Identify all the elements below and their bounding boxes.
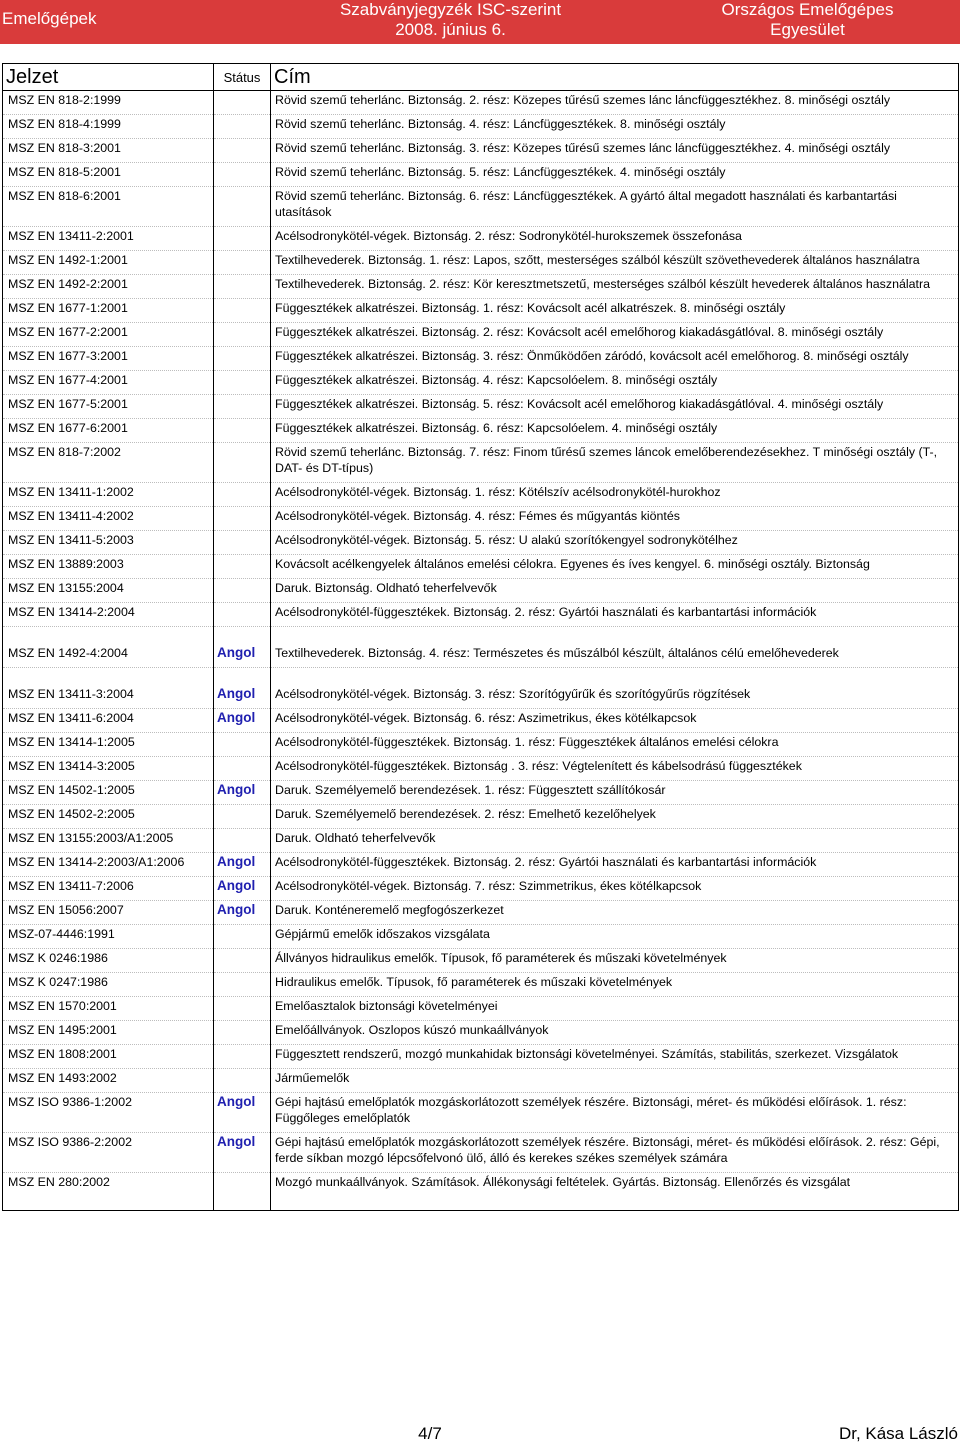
cell-title: Függesztékek alkatrészei. Biztonság. 4. rész: Kapcsolóelem. 8. minőségi osztály — [271, 371, 959, 395]
cell-title: Acélsodronykötél-függesztékek. Biztonság. 1. rész: Függesztékek általános emelési célokra — [271, 733, 959, 757]
cell-code: MSZ EN 13411-2:2001 — [3, 227, 214, 251]
cell-code: MSZ EN 15056:2007 — [3, 901, 214, 925]
cell-status — [214, 579, 271, 603]
cell-title: Daruk. Személyemelő berendezések. 1. rész: Függesztett szállítókosár — [271, 781, 959, 805]
table-row — [3, 275, 959, 299]
cell-status: Angol — [214, 1093, 271, 1133]
cell-title: Daruk. Konténeremelő megfogószerkezet — [271, 901, 959, 925]
cell-title: Rövid szemű teherlánc. Biztonság. 3. rész: Közepes tűrésű szemes lánc láncfüggesztékhez. 4. minőségi osztály — [271, 139, 959, 163]
cell-title: Acélsodronykötél-végek. Biztonság. 7. rész: Szimmetrikus, ékes kötélkapcsok — [271, 877, 959, 901]
cell-code: MSZ EN 1492-1:2001 — [3, 251, 214, 275]
table-row — [3, 419, 959, 443]
cell-code: MSZ EN 1677-6:2001 — [3, 419, 214, 443]
cell-title: Acélsodronykötél-végek. Biztonság. 1. rész: Kötélszív acélsodronykötél-hurokhoz — [271, 483, 959, 507]
cell-status — [214, 757, 271, 781]
cell-title: Acélsodronykötél-végek. Biztonság. 2. rész: Sodronykötél-hurokszemek összefonása — [271, 227, 959, 251]
cell-status — [214, 483, 271, 507]
cell-code: MSZ EN 14502-2:2005 — [3, 805, 214, 829]
cell-code: MSZ EN 1492-4:2004 — [3, 627, 214, 668]
cell-status — [214, 507, 271, 531]
cell-title: Acélsodronykötél-végek. Biztonság. 3. rész: Szorítógyűrűk és szorítógyűrűs rögzítések — [271, 668, 959, 709]
cell-code: MSZ EN 1493:2002 — [3, 1069, 214, 1093]
cell-status: Angol — [214, 709, 271, 733]
column-header-title: Cím — [271, 64, 959, 91]
cell-title: Rövid szemű teherlánc. Biztonság. 5. rész: Láncfüggesztékek. 4. minőségi osztály — [271, 163, 959, 187]
table-row — [3, 227, 959, 251]
cell-status — [214, 395, 271, 419]
cell-code: MSZ EN 1677-4:2001 — [3, 371, 214, 395]
cell-code: MSZ EN 13414-3:2005 — [3, 757, 214, 781]
table-row — [3, 1173, 959, 1211]
table-row — [3, 139, 959, 163]
cell-title: Textilhevederek. Biztonság. 1. rész: Lapos, szőtt, mesterséges szálból készült szövethevederek általános használatra — [271, 251, 959, 275]
table-row — [3, 1045, 959, 1069]
cell-title: Rövid szemű teherlánc. Biztonság. 4. rész: Láncfüggesztékek. 8. minőségi osztály — [271, 115, 959, 139]
cell-status — [214, 347, 271, 371]
cell-code: MSZ EN 13155:2004 — [3, 579, 214, 603]
cell-title: Acélsodronykötél-függesztékek. Biztonság. 2. rész: Gyártói használati és karbantartási információk — [271, 853, 959, 877]
column-header-code: Jelzet — [3, 64, 214, 91]
cell-title: Függesztett rendszerű, mozgó munkahidak biztonsági követelményei. Számítás, stabilitás, szerkezet. Vizsgálatok — [271, 1045, 959, 1069]
table-row — [3, 949, 959, 973]
cell-code: MSZ EN 1677-2:2001 — [3, 323, 214, 347]
table-row — [3, 483, 959, 507]
table-row — [3, 187, 959, 227]
table-row — [3, 901, 959, 925]
cell-status — [214, 973, 271, 997]
cell-title: Függesztékek alkatrészei. Biztonság. 6. rész: Kapcsolóelem. 4. minőségi osztály — [271, 419, 959, 443]
cell-code: MSZ EN 280:2002 — [3, 1173, 214, 1211]
header-left: Emelőgépek — [2, 9, 97, 28]
cell-code: MSZ EN 1808:2001 — [3, 1045, 214, 1069]
cell-status — [214, 251, 271, 275]
table-row — [3, 443, 959, 483]
cell-status — [214, 115, 271, 139]
cell-code: MSZ EN 1677-3:2001 — [3, 347, 214, 371]
cell-title: Gépi hajtású emelőplatók mozgáskorlátozott személyek részére. Biztonsági, méret- és működési előírások. 2. rész: Gépi, ferde síkban mozgó lépcsőfelvonó ülő, álló és kerekes székes személyek számára — [271, 1133, 959, 1173]
cell-status — [214, 949, 271, 973]
cell-status — [214, 925, 271, 949]
table-row — [3, 1093, 959, 1133]
table-row — [3, 805, 959, 829]
cell-code: MSZ EN 13414-2:2004 — [3, 603, 214, 627]
cell-title: Rövid szemű teherlánc. Biztonság. 2. rész: Közepes tűrésű szemes lánc láncfüggesztékhez. 8. minőségi osztály — [271, 91, 959, 115]
cell-status — [214, 323, 271, 347]
cell-code: MSZ EN 13155:2003/A1:2005 — [3, 829, 214, 853]
cell-title: Mozgó munkaállványok. Számítások. Állékonysági feltételek. Gyártás. Biztonság. Ellenőrzés és vizsgálat — [271, 1173, 959, 1211]
cell-title: Gépjármű emelők időszakos vizsgálata — [271, 925, 959, 949]
cell-status — [214, 603, 271, 627]
cell-status — [214, 555, 271, 579]
cell-title: Állványos hidraulikus emelők. Típusok, fő paraméterek és műszaki követelmények — [271, 949, 959, 973]
cell-title: Textilhevederek. Biztonság. 4. rész: Természetes és műszálból készült, általános célú emelőhevederek — [271, 627, 959, 668]
table-row — [3, 531, 959, 555]
cell-code: MSZ EN 1677-5:2001 — [3, 395, 214, 419]
table-row — [3, 997, 959, 1021]
table-row — [3, 973, 959, 997]
table-row — [3, 668, 959, 709]
table-row — [3, 853, 959, 877]
cell-status: Angol — [214, 853, 271, 877]
cell-code: MSZ K 0247:1986 — [3, 973, 214, 997]
table-row — [3, 1021, 959, 1045]
cell-code: MSZ EN 1492-2:2001 — [3, 275, 214, 299]
cell-code: MSZ EN 1677-1:2001 — [3, 299, 214, 323]
table-row — [3, 709, 959, 733]
standards-table — [2, 63, 959, 1211]
cell-code: MSZ K 0246:1986 — [3, 949, 214, 973]
header-center: Szabványjegyzék ISC-szerint 2008. június 6. — [339, 0, 562, 39]
cell-code: MSZ EN 818-4:1999 — [3, 115, 214, 139]
cell-code: MSZ EN 818-7:2002 — [3, 443, 214, 483]
table-row — [3, 555, 959, 579]
table-row — [3, 251, 959, 275]
table-body — [3, 91, 959, 1211]
cell-title: Acélsodronykötél-függesztékek. Biztonság . 3. rész: Végtelenített és kábelsodrású függesztékek — [271, 757, 959, 781]
table-row — [3, 371, 959, 395]
cell-status — [214, 733, 271, 757]
cell-code: MSZ-07-4446:1991 — [3, 925, 214, 949]
cell-title: Daruk. Biztonság. Oldható teherfelvevők — [271, 579, 959, 603]
cell-status — [214, 805, 271, 829]
cell-title: Rövid szemű teherlánc. Biztonság. 7. rész: Finom tűrésű szemes láncok emelőberendezésekhez. T minőségi osztály (T-, DAT- és DT-típus) — [271, 443, 959, 483]
cell-title: Gépi hajtású emelőplatók mozgáskorlátozott személyek részére. Biztonsági, méret- és működési előírások. 1. rész: Függőleges emelőplatók — [271, 1093, 959, 1133]
page-header — [0, 0, 960, 44]
cell-status — [214, 139, 271, 163]
cell-code: MSZ ISO 9386-2:2002 — [3, 1133, 214, 1173]
cell-code: MSZ EN 818-6:2001 — [3, 187, 214, 227]
table-row — [3, 781, 959, 805]
cell-code: MSZ EN 13889:2003 — [3, 555, 214, 579]
cell-title: Függesztékek alkatrészei. Biztonság. 5. rész: Kovácsolt acél emelőhorog kiakadásgátlóval. 4. minőségi osztály — [271, 395, 959, 419]
cell-code: MSZ EN 14502-1:2005 — [3, 781, 214, 805]
cell-title: Acélsodronykötél-végek. Biztonság. 5. rész: U alakú szorítókengyel sodronykötélhez — [271, 531, 959, 555]
cell-status — [214, 419, 271, 443]
table-row — [3, 91, 959, 115]
table-row — [3, 395, 959, 419]
cell-status — [214, 275, 271, 299]
cell-code: MSZ EN 13411-4:2002 — [3, 507, 214, 531]
cell-code: MSZ EN 818-3:2001 — [3, 139, 214, 163]
cell-code: MSZ EN 13411-5:2003 — [3, 531, 214, 555]
cell-status: Angol — [214, 781, 271, 805]
cell-status — [214, 1021, 271, 1045]
table-header-row — [3, 64, 959, 91]
cell-title: Textilhevederek. Biztonság. 2. rész: Kör keresztmetszetű, mesterséges szálból készült hevederek általános használatra — [271, 275, 959, 299]
table-row — [3, 1069, 959, 1093]
table-row — [3, 627, 959, 668]
cell-status — [214, 531, 271, 555]
cell-code: MSZ EN 13411-7:2006 — [3, 877, 214, 901]
cell-status — [214, 299, 271, 323]
cell-title: Függesztékek alkatrészei. Biztonság. 2. rész: Kovácsolt acél emelőhorog kiakadásgátlóval. 8. minőségi osztály — [271, 323, 959, 347]
cell-status — [214, 997, 271, 1021]
cell-status — [214, 187, 271, 227]
cell-status — [214, 829, 271, 853]
table-row — [3, 877, 959, 901]
cell-status: Angol — [214, 1133, 271, 1173]
cell-title: Emelőállványok. Oszlopos kúszó munkaállványok — [271, 1021, 959, 1045]
cell-code: MSZ ISO 9386-1:2002 — [3, 1093, 214, 1133]
table-row — [3, 733, 959, 757]
cell-status: Angol — [214, 877, 271, 901]
cell-status — [214, 1045, 271, 1069]
cell-code: MSZ EN 818-2:1999 — [3, 91, 214, 115]
cell-title: Daruk. Oldható teherfelvevők — [271, 829, 959, 853]
table-row — [3, 347, 959, 371]
cell-status — [214, 227, 271, 251]
page-number: 4/7 — [418, 1424, 442, 1443]
cell-title: Rövid szemű teherlánc. Biztonság. 6. rész: Láncfüggesztékek. A gyártó által megadott használati és karbantartási utasítások — [271, 187, 959, 227]
cell-status: Angol — [214, 901, 271, 925]
cell-code: MSZ EN 818-5:2001 — [3, 163, 214, 187]
column-header-status: Státus — [214, 64, 271, 91]
cell-code: MSZ EN 13411-3:2004 — [3, 668, 214, 709]
header-right: Országos Emelőgépes Egyesület — [721, 0, 894, 39]
cell-title: Acélsodronykötél-végek. Biztonság. 4. rész: Fémes és műgyantás kiöntés — [271, 507, 959, 531]
cell-title: Daruk. Személyemelő berendezések. 2. rész: Emelhető kezelőhelyek — [271, 805, 959, 829]
table-row — [3, 115, 959, 139]
cell-code: MSZ EN 13411-6:2004 — [3, 709, 214, 733]
cell-title: Acélsodronykötél-függesztékek. Biztonság. 2. rész: Gyártói használati és karbantartási információk — [271, 603, 959, 627]
cell-code: MSZ EN 1570:2001 — [3, 997, 214, 1021]
table-row — [3, 507, 959, 531]
table-row — [3, 603, 959, 627]
cell-status: Angol — [214, 627, 271, 668]
table-row — [3, 1133, 959, 1173]
cell-code: MSZ EN 13414-1:2005 — [3, 733, 214, 757]
cell-status — [214, 163, 271, 187]
table-row — [3, 757, 959, 781]
cell-status — [214, 371, 271, 395]
table-row — [3, 925, 959, 949]
table-row — [3, 579, 959, 603]
cell-status — [214, 1173, 271, 1211]
cell-status — [214, 443, 271, 483]
author-name: Dr, Kása László — [838, 1424, 958, 1443]
cell-status — [214, 1069, 271, 1093]
table-row — [3, 829, 959, 853]
cell-title: Járműemelők — [271, 1069, 959, 1093]
cell-title: Függesztékek alkatrészei. Biztonság. 1. rész: Kovácsolt acél alkatrészek. 8. minőségi osztály — [271, 299, 959, 323]
cell-title: Hidraulikus emelők. Típusok, fő paraméterek és műszaki követelmények — [271, 973, 959, 997]
cell-title: Emelőasztalok biztonsági követelményei — [271, 997, 959, 1021]
cell-title: Acélsodronykötél-végek. Biztonság. 6. rész: Aszimetrikus, ékes kötélkapcsok — [271, 709, 959, 733]
cell-title: Függesztékek alkatrészei. Biztonság. 3. rész: Önműködően záródó, kovácsolt acél emelőhorog. 8. minőségi osztály — [271, 347, 959, 371]
cell-status: Angol — [214, 668, 271, 709]
table-row — [3, 163, 959, 187]
table-row — [3, 299, 959, 323]
cell-code: MSZ EN 1495:2001 — [3, 1021, 214, 1045]
table-row — [3, 323, 959, 347]
cell-code: MSZ EN 13414-2:2003/A1:2006 — [3, 853, 214, 877]
cell-title: Kovácsolt acélkengyelek általános emelési célokra. Egyenes és íves kengyel. 6. minőségi osztály. Biztonság — [271, 555, 959, 579]
cell-status — [214, 91, 271, 115]
cell-code: MSZ EN 13411-1:2002 — [3, 483, 214, 507]
